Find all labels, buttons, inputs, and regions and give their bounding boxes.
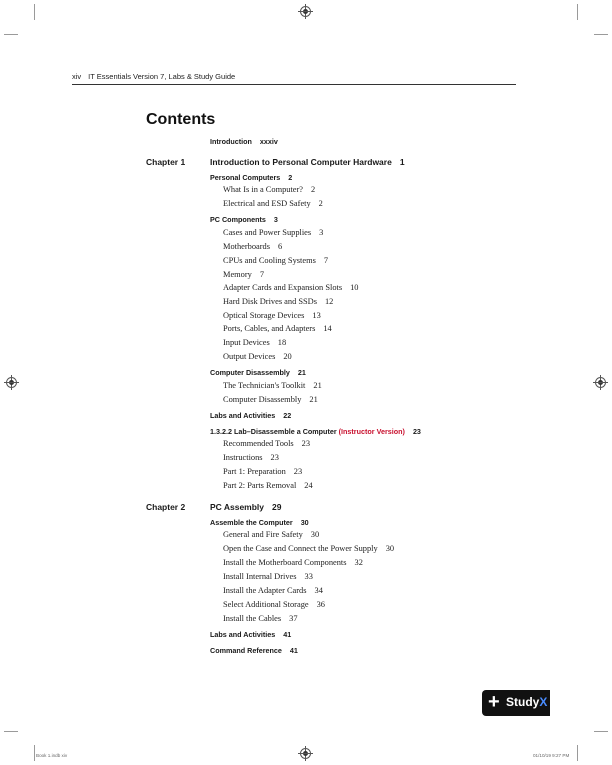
toc-subsection-title: General and Fire Safety	[223, 530, 303, 539]
toc-section-title: Computer Disassembly	[210, 368, 290, 377]
crop-mark	[34, 745, 35, 761]
toc-subsection-title: Cases and Power Supplies	[223, 228, 312, 237]
toc-page-number: 13	[312, 311, 321, 320]
toc-subsection[interactable]	[223, 270, 264, 279]
toc-page-number: 18	[277, 338, 287, 347]
chapter-title[interactable]	[210, 157, 405, 167]
crop-mark	[4, 34, 18, 35]
toc-subsection[interactable]	[223, 395, 318, 404]
toc-subsection-title: Computer Disassembly	[223, 395, 302, 404]
toc-subsection[interactable]	[223, 600, 325, 609]
toc-page-number: 33	[304, 572, 313, 581]
toc-subsection-title: Ports, Cables, and Adapters	[223, 324, 316, 333]
toc-subsection-title: Part 1: Preparation	[223, 467, 286, 476]
toc-subsection[interactable]	[223, 256, 328, 265]
toc-page-number: 21	[313, 381, 322, 390]
toc-entry-title: Introduction	[210, 137, 252, 146]
toc-page-number: 30	[300, 518, 309, 527]
toc-page-number: 23	[412, 427, 421, 436]
toc-subsection-title: Output Devices	[223, 352, 276, 361]
toc-subsection[interactable]	[223, 185, 315, 194]
toc-section-title: PC Components	[210, 215, 266, 224]
toc-subsection-title: Input Devices	[223, 338, 270, 347]
toc-page-number: 10	[350, 283, 359, 292]
crop-mark	[594, 34, 608, 35]
toc-section[interactable]	[210, 518, 309, 527]
toc-page-number: 1	[399, 157, 405, 167]
toc-page-number: 7	[259, 270, 265, 279]
toc-page-number: 6	[277, 242, 283, 251]
chapter-label: Chapter 2	[146, 502, 186, 512]
toc-page-number: 20	[283, 352, 292, 361]
toc-section[interactable]	[210, 215, 278, 224]
registration-mark-icon	[6, 377, 17, 388]
toc-section-title: Personal Computers	[210, 173, 281, 182]
studyx-watermark	[482, 690, 550, 716]
toc-subsection-title: Part 2: Parts Removal	[223, 481, 297, 490]
registration-mark-icon	[300, 748, 311, 759]
crop-mark	[34, 4, 35, 20]
toc-entry-introduction[interactable]	[210, 137, 278, 146]
plus-icon: +	[488, 691, 500, 713]
toc-subsection[interactable]	[223, 467, 302, 476]
toc-subsection[interactable]	[223, 481, 313, 490]
chapter-label: Chapter 1	[146, 157, 186, 167]
toc-subsection-title: Recommended Tools	[223, 439, 294, 448]
toc-subsection[interactable]	[223, 586, 323, 595]
toc-subsection-title: Adapter Cards and Expansion Slots	[223, 283, 343, 292]
watermark-brand-accent: X	[539, 695, 548, 709]
header-rule	[72, 84, 516, 85]
watermark-text	[506, 695, 547, 709]
toc-section[interactable]	[210, 411, 291, 420]
toc-page-number: 41	[283, 630, 292, 639]
toc-page-number: 2	[288, 173, 293, 182]
header-title: IT Essentials Version 7, Labs & Study Guide	[88, 72, 236, 81]
toc-section-title: 1.3.2.2 Lab–Disassemble a Computer	[210, 427, 337, 436]
toc-page-number: 3	[319, 228, 324, 237]
toc-subsection[interactable]	[223, 439, 310, 448]
crop-mark	[577, 745, 578, 761]
toc-subsection[interactable]	[223, 338, 286, 347]
instructor-version-label: (Instructor Version)	[338, 427, 405, 436]
toc-subsection-title: Electrical and ESD Safety	[223, 199, 311, 208]
toc-page-number: 37	[289, 614, 298, 623]
watermark-brand: Study	[506, 695, 540, 709]
toc-subsection[interactable]	[223, 352, 292, 361]
toc-subsection-title: What Is in a Computer?	[223, 185, 304, 194]
registration-mark-icon	[595, 377, 606, 388]
toc-page-number: 36	[316, 600, 325, 609]
toc-subsection[interactable]	[223, 544, 394, 553]
toc-page-number: 41	[289, 646, 298, 655]
toc-subsection-title: CPUs and Cooling Systems	[223, 256, 316, 265]
toc-section-title: Labs and Activities	[210, 411, 276, 420]
chapter-title[interactable]	[210, 502, 281, 512]
toc-page-number: 3	[273, 215, 278, 224]
chapter-title-text: PC Assembly	[210, 502, 265, 512]
crop-mark	[4, 731, 18, 732]
toc-section[interactable]	[210, 646, 298, 655]
toc-section[interactable]	[210, 630, 291, 639]
toc-subsection-title: Optical Storage Devices	[223, 311, 305, 320]
toc-subsection-title: The Technician's Toolkit	[223, 381, 306, 390]
toc-page-number: 24	[304, 481, 313, 490]
toc-page-number: 2	[311, 185, 316, 194]
toc-page-number: 23	[270, 453, 279, 462]
toc-section[interactable]	[210, 173, 292, 182]
toc-subsection[interactable]	[223, 311, 321, 320]
toc-subsection[interactable]	[223, 297, 333, 306]
toc-page-number: 30	[310, 530, 320, 539]
toc-page-number: 2	[318, 199, 323, 208]
toc-page-number: 32	[354, 558, 363, 567]
toc-subsection-title: Memory	[223, 270, 252, 279]
running-header	[72, 72, 235, 81]
toc-section-title: Assemble the Computer	[210, 518, 293, 527]
registration-mark-icon	[300, 6, 311, 17]
chapter-title-text: Introduction to Personal Computer Hardware	[210, 157, 392, 167]
toc-page-number: 14	[323, 324, 332, 333]
toc-subsection-title: Instructions	[223, 453, 263, 462]
toc-page-number: 12	[324, 297, 334, 306]
footer-date: 01/10/19 9:27 PM	[533, 753, 570, 758]
toc-subsection[interactable]	[223, 228, 323, 237]
page-title: Contents	[146, 111, 216, 128]
toc-subsection[interactable]	[223, 242, 282, 251]
toc-subsection[interactable]	[223, 283, 358, 292]
toc-subsection[interactable]	[223, 614, 298, 623]
toc-subsection[interactable]	[223, 558, 363, 567]
header-page-number: xiv	[72, 72, 82, 81]
footer-file: Book 1.indb xiv	[36, 753, 68, 758]
toc-section-title: Command Reference	[210, 646, 282, 655]
toc-subsection[interactable]	[223, 199, 323, 208]
toc-page-number: 23	[293, 467, 303, 476]
toc-page-number: xxxiv	[259, 137, 278, 146]
toc-subsection[interactable]	[223, 453, 279, 462]
toc-page-number: 21	[297, 368, 306, 377]
toc-page-number: 21	[309, 395, 318, 404]
toc-page-number: 7	[323, 256, 329, 265]
toc-subsection[interactable]	[223, 530, 319, 539]
toc-subsection-title: Install Internal Drives	[223, 572, 297, 581]
toc-subsection[interactable]	[223, 381, 322, 390]
crop-mark	[594, 731, 608, 732]
toc-subsection-title: Motherboards	[223, 242, 270, 251]
toc-page-number: 30	[385, 544, 395, 553]
toc-page-number: 23	[301, 439, 311, 448]
toc-section-lab[interactable]	[210, 427, 421, 436]
toc-page-number: 22	[283, 411, 292, 420]
toc-subsection-title: Hard Disk Drives and SSDs	[223, 297, 317, 306]
toc-subsection[interactable]	[223, 572, 313, 581]
toc-section-title: Labs and Activities	[210, 630, 276, 639]
toc-subsection[interactable]	[223, 324, 332, 333]
crop-mark	[577, 4, 578, 20]
toc-subsection-title: Install the Adapter Cards	[223, 586, 307, 595]
toc-page-number: 29	[272, 502, 282, 512]
toc-subsection-title: Open the Case and Connect the Power Supply	[223, 544, 378, 553]
toc-section[interactable]	[210, 368, 306, 377]
toc-subsection-title: Install the Cables	[223, 614, 282, 623]
toc-subsection-title: Install the Motherboard Components	[223, 558, 347, 567]
toc-page-number: 34	[314, 586, 323, 595]
toc-subsection-title: Select Additional Storage	[223, 600, 309, 609]
